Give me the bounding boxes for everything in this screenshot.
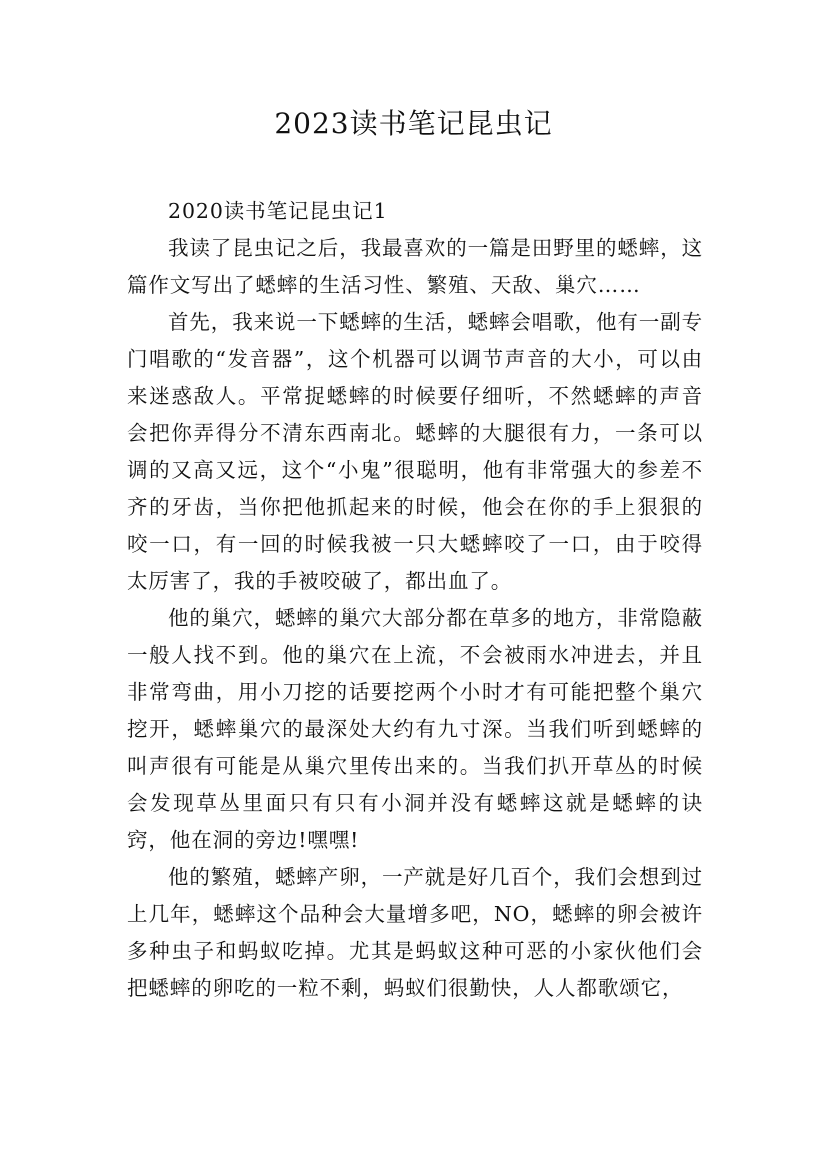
paragraph-2: 首先，我来说一下蟋蟀的生活，蟋蟀会唱歌，他有一副专门唱歌的“发音器”，这个机器可以调节声音的大小，可以由来迷惑敌人。平常捉蟋蟀的时候要仔细听，不然蟋蟀的声音会把你弄得分不清东西南北。蟋蟀的大腿很有力，一条可以调的又高又远，这个“小鬼”很聪明，他有非常强大的参差不齐的牙齿，当你把他抓起来的时候，他会在你的手上狠狠的咬一口，有一回的时候我被一只大蟋蟀咬了一口，由于咬得太厉害了，我的手被咬破了，都出血了。 [127, 310, 703, 593]
paragraph-4: 他的繁殖，蟋蟀产卵，一产就是好几百个，我们会想到过上几年，蟋蟀这个品种会大量增多吧，NO，蟋蟀的卵会被许多种虫子和蚂蚁吃掉。尤其是蚂蚁这种可恶的小家伙他们会把蟋蟀的卵吃的一粒不剩，蚂蚁们很勤快，人人都歌颂它， [127, 865, 703, 1000]
section-heading: 2020读书笔记昆虫记1 [168, 199, 388, 223]
paragraph-3: 他的巢穴，蟋蟀的巢穴大部分都在草多的地方，非常隐蔽一般人找不到。他的巢穴在上流，不会被雨水冲进去，并且非常弯曲，用小刀挖的话要挖两个小时才有可能把整个巢穴挖开，蟋蟀巢穴的最深处大约有九寸深。当我们听到蟋蟀的叫声很有可能是从巢穴里传出来的。当我们扒开草丛的时候会发现草丛里面只有只有小洞并没有蟋蟀这就是蟋蟀的诀窍，他在洞的旁边!嘿嘿! [127, 606, 703, 852]
document-body [127, 193, 703, 1007]
paragraph-1: 我读了昆虫记之后，我最喜欢的一篇是田野里的蟋蟀，这篇作文写出了蟋蟀的生活习性、繁殖、天敌、巢穴…… [127, 236, 703, 297]
document-title: 2023读书笔记昆虫记 [274, 107, 553, 140]
